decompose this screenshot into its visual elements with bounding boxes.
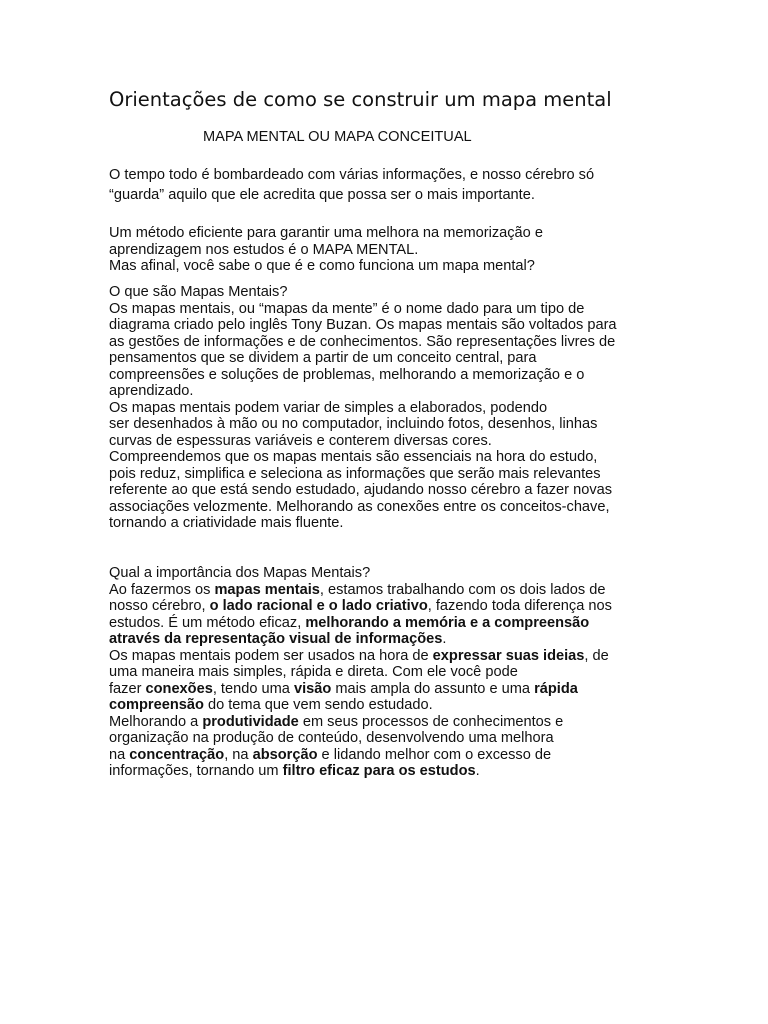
- text-line: [109, 631, 612, 648]
- text-line: [109, 466, 617, 483]
- text-line: [109, 482, 617, 499]
- text-line: [109, 350, 617, 367]
- text-segment: uma maneira mais simples, rápida e direta. Com ele você pode: [109, 664, 518, 680]
- text-segment: Os mapas mentais podem variar de simples a elaborados, podendo: [109, 399, 548, 416]
- text-line: [109, 582, 612, 599]
- text-segment: Os mapas mentais, ou “mapas da mente” é o nome dado para um tipo de: [109, 300, 585, 317]
- text-line: [109, 383, 617, 400]
- bold-text: absorção: [252, 746, 318, 763]
- text-segment: Um método eficiente para garantir uma melhora na memorização e: [109, 225, 543, 241]
- text-line: [109, 242, 543, 259]
- text-line: [109, 334, 617, 351]
- bold-text: melhorando a memória e a compreensão: [305, 614, 590, 631]
- text-segment: estudos. É um método eficaz,: [109, 614, 306, 631]
- text-segment: O tempo todo é bombardeado com várias informações, e nosso cérebro só: [109, 167, 595, 183]
- bold-text: mapas mentais: [214, 581, 320, 598]
- text-segment: fazer: [109, 680, 146, 697]
- bold-text: o lado racional e o lado criativo: [209, 598, 428, 614]
- text-segment: informações, tornando um: [109, 763, 283, 779]
- document-subtitle: MAPA MENTAL OU MAPA CONCEITUAL: [203, 129, 472, 145]
- text-segment: , na: [224, 746, 253, 763]
- text-segment: pensamentos que se dividem a partir de um conceito central, para: [109, 350, 537, 366]
- text-segment: nosso cérebro,: [109, 598, 210, 614]
- bold-text: concentração: [129, 746, 225, 763]
- text-segment: as gestões de informações e de conhecimentos. São representações livres de: [109, 333, 616, 350]
- text-segment: Melhorando a: [109, 713, 203, 730]
- text-line: [109, 648, 612, 665]
- text-line: [109, 166, 594, 186]
- text-segment: .: [475, 763, 480, 779]
- bold-text: através da representação visual de informações: [109, 631, 443, 647]
- text-line: [109, 515, 617, 532]
- text-segment: organização na produção de conteúdo, desenvolvendo uma melhora: [109, 730, 554, 746]
- text-segment: aprendizado.: [109, 383, 194, 399]
- text-segment: Compreendemos que os mapas mentais são essenciais na hora do estudo,: [109, 449, 598, 465]
- bold-text: visão: [293, 680, 332, 697]
- bold-text: expressar suas ideias: [432, 647, 585, 664]
- bold-text: filtro eficaz para os estudos: [282, 763, 476, 779]
- text-segment: Qual a importância dos Mapas Mentais?: [109, 565, 371, 581]
- paragraph-importance: [109, 565, 612, 780]
- text-segment: O que são Mapas Mentais?: [109, 284, 288, 300]
- text-segment: pois reduz, simplifica e seleciona as informações que serão mais relevantes: [109, 465, 601, 482]
- text-segment: Mas afinal, você sabe o que é e como funciona um mapa mental?: [109, 258, 535, 274]
- text-line: [109, 664, 612, 681]
- text-segment: diagrama criado pelo inglês Tony Buzan. Os mapas mentais são voltados para: [109, 317, 617, 333]
- text-segment: .: [442, 631, 447, 647]
- text-line: [109, 730, 612, 747]
- text-line: [109, 284, 617, 301]
- text-line: [109, 747, 612, 764]
- text-segment: Os mapas mentais podem ser usados na hora de: [109, 647, 433, 664]
- text-segment: , estamos trabalhando com os dois lados de: [319, 581, 606, 598]
- text-line: [109, 449, 617, 466]
- text-line: [109, 225, 543, 242]
- text-line: [109, 598, 612, 615]
- text-line: [109, 714, 612, 731]
- text-segment: mais ampla do assunto e uma: [331, 680, 535, 697]
- paragraph-method: [109, 225, 543, 275]
- text-line: [109, 697, 612, 714]
- text-segment: aprendizagem nos estudos é o MAPA MENTAL.: [109, 241, 419, 258]
- text-segment: , de: [584, 647, 609, 664]
- text-segment: “guarda” aquilo que ele acredita que possa ser o mais importante.: [109, 186, 535, 203]
- text-segment: na: [109, 746, 130, 763]
- text-line: [109, 763, 612, 780]
- text-line: [109, 615, 612, 632]
- bold-text: conexões: [145, 680, 213, 697]
- text-line: [109, 499, 617, 516]
- text-segment: e lidando melhor com o excesso de: [317, 746, 552, 763]
- text-segment: associações velozmente. Melhorando as conexões entre os conceitos-chave,: [109, 498, 610, 515]
- bold-text: compreensão: [109, 697, 204, 713]
- bold-text: rápida: [534, 680, 578, 697]
- text-line: [109, 317, 617, 334]
- text-segment: compreensões e soluções de problemas, melhorando a memorização e o: [109, 366, 585, 383]
- text-segment: ser desenhados à mão ou no computador, incluindo fotos, desenhos, linhas: [109, 416, 598, 432]
- text-line: [109, 301, 617, 318]
- paragraph-intro: [109, 166, 594, 205]
- text-line: [109, 681, 612, 698]
- text-segment: , fazendo toda diferença nos: [427, 598, 612, 614]
- text-line: [109, 186, 594, 206]
- text-segment: em seus processos de conhecimentos e: [298, 713, 564, 730]
- text-line: [109, 416, 617, 433]
- text-segment: curvas de espessuras variáveis e conterem diversas cores.: [109, 432, 492, 449]
- text-segment: Ao fazermos os: [109, 581, 215, 598]
- paragraph-what-are-mind-maps: [109, 284, 617, 532]
- text-line: [109, 367, 617, 384]
- text-segment: tornando a criatividade mais fluente.: [109, 515, 344, 531]
- text-segment: , tendo uma: [212, 680, 294, 697]
- text-segment: referente ao que está sendo estudado, ajudando nosso cérebro a fazer novas: [109, 482, 613, 498]
- text-line: [109, 565, 612, 582]
- text-line: [109, 433, 617, 450]
- bold-text: produtividade: [202, 713, 299, 730]
- text-line: [109, 400, 617, 417]
- text-line: [109, 258, 543, 275]
- document-title: Orientações de como se construir um mapa mental: [109, 88, 612, 111]
- text-segment: do tema que vem sendo estudado.: [203, 697, 433, 713]
